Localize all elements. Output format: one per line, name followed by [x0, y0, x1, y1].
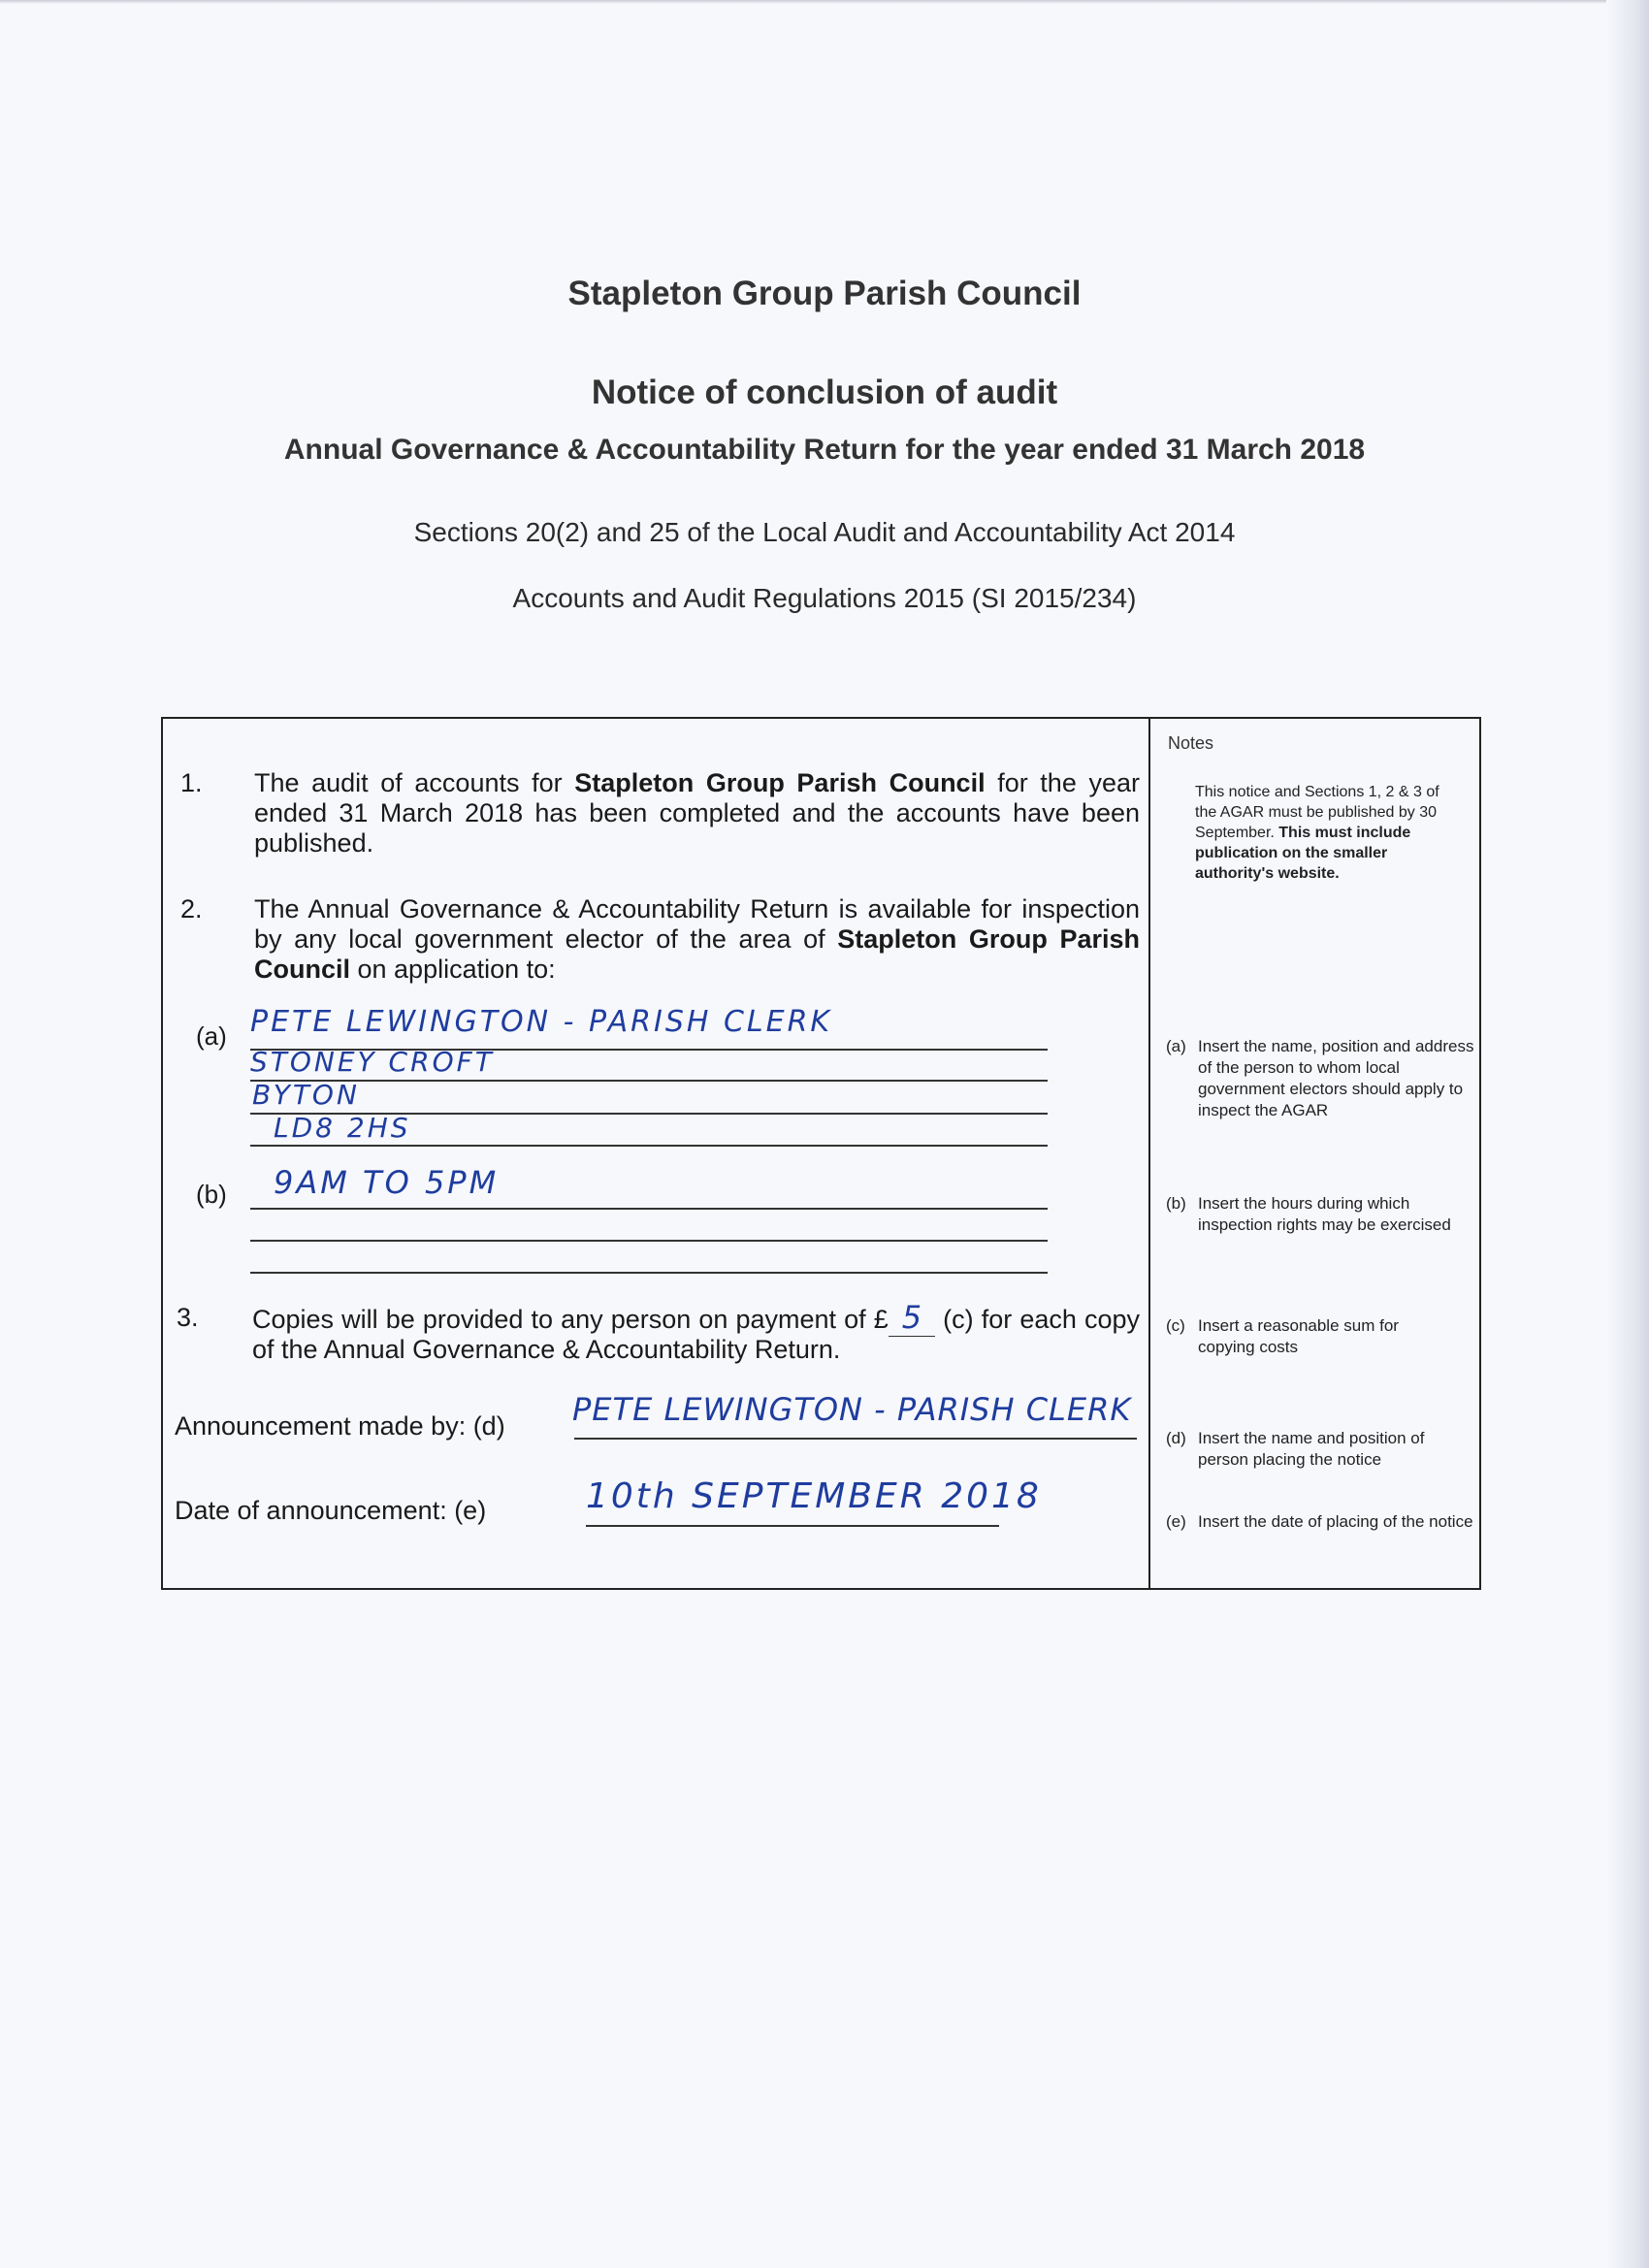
item-2-number: 2. [180, 894, 203, 923]
field-b-value: 9AM TO 5PM [274, 1164, 500, 1201]
field-a-line-1: PETE LEWINGTON - PARISH CLERK [250, 1005, 833, 1039]
notes-column-divider [1148, 717, 1150, 1590]
note-publication: This notice and Sections 1, 2 & 3 of the AGAR must be published by 30 September. This must include publication on the smaller authority's website. [1195, 784, 1439, 882]
scan-edge-right [1606, 0, 1649, 2268]
field-b-rule-3 [250, 1272, 1048, 1274]
field-a-label: (a) [196, 1021, 227, 1051]
legal-reference-act: Sections 20(2) and 25 of the Local Audit and Accountability Act 2014 [413, 517, 1236, 547]
date-rule [586, 1525, 999, 1527]
copy-fee-amount: 5 [889, 1299, 935, 1337]
item-3-number: 3. [177, 1303, 199, 1332]
notes-heading: Notes [1168, 733, 1214, 753]
council-title: Stapleton Group Parish Council [567, 275, 1082, 312]
field-b-rule-1 [250, 1208, 1048, 1210]
field-a-rule-2 [250, 1080, 1048, 1082]
field-b-label: (b) [196, 1180, 227, 1209]
item-2-text: The Annual Governance & Accountability Return is available for inspection by any local government elector of the area of Stapleton Group Parish Council on application to: [254, 894, 1140, 984]
date-value: 10th SEPTEMBER 2018 [586, 1476, 1042, 1516]
announcement-label: Announcement made by: (d) [175, 1411, 505, 1441]
item-1-text: The audit of accounts for Stapleton Group Parish Council for the year ended 31 March 2018 has been completed and the accounts have been published. [254, 768, 1140, 858]
field-a-line-2: STONEY CROFT [250, 1046, 495, 1078]
item-3-text: Copies will be provided to any person on payment of £ 5 (c) for each copy of the Annual Governance & Accountability Return. [252, 1299, 1141, 1364]
announcement-value: PETE LEWINGTON - PARISH CLERK [572, 1391, 1132, 1428]
field-a-line-3: BYTON [252, 1079, 360, 1111]
scan-edge-top [0, 0, 1649, 4]
field-b-rule-2 [250, 1240, 1048, 1242]
item-1-number: 1. [180, 768, 203, 797]
notice-title: Notice of conclusion of audit [591, 373, 1058, 411]
agar-title: Annual Governance & Accountability Return for the year ended 31 March 2018 [283, 434, 1366, 466]
legal-reference-regulations: Accounts and Audit Regulations 2015 (SI 2015/234) [512, 583, 1137, 613]
field-a-line-4: LD8 2HS [274, 1112, 411, 1144]
announcement-rule [574, 1438, 1137, 1440]
field-a-rule-4 [250, 1145, 1048, 1147]
date-label: Date of announcement: (e) [175, 1496, 487, 1525]
